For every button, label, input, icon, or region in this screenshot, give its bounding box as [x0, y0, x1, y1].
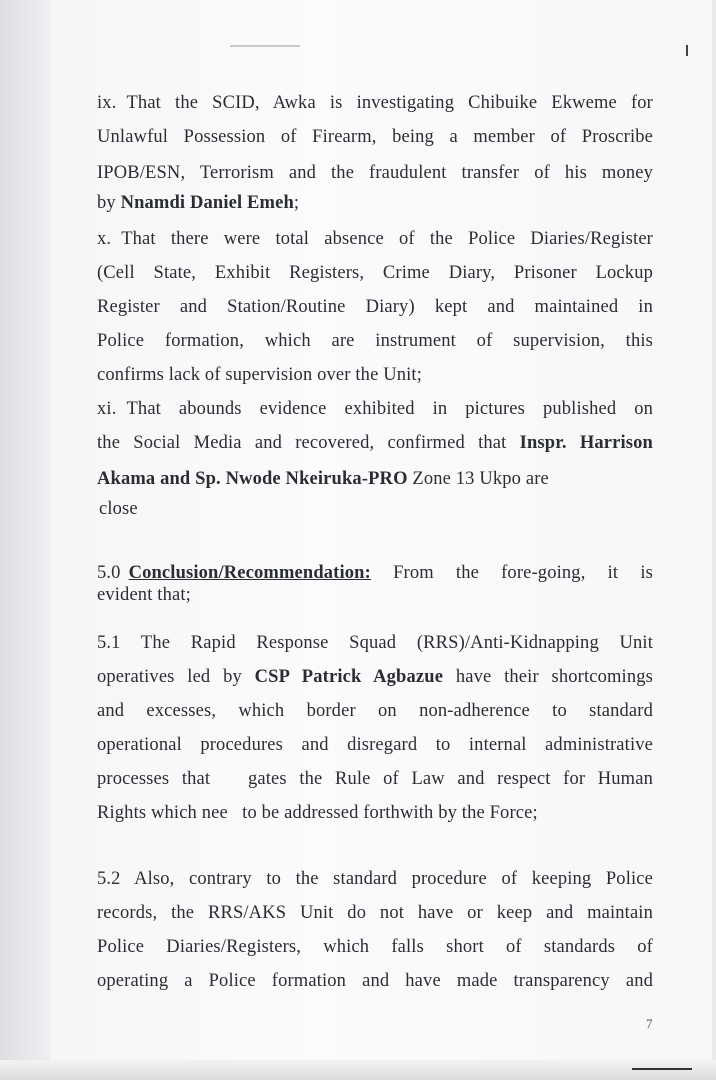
clause-x-number: x. — [97, 229, 112, 249]
clause-xi-officers-2: Akama and Sp. Nwode Nkeiruka-PRO — [97, 469, 408, 489]
section-5-0-heading: Conclusion/Recommendation: — [128, 563, 371, 583]
clause-xi-line-1 — [97, 398, 653, 420]
scan-mark — [686, 45, 688, 56]
section-5-1-line2-suffix: have their shortcomings — [443, 667, 653, 687]
section-5-2-line-4: operating a Police formation and have made transparency and — [97, 971, 653, 991]
clause-x-line-1 — [97, 228, 653, 250]
clause-x-line-4: Police formation, which are instrument of supervision, this — [97, 331, 653, 351]
section-5-2-line-1: 5.2 Also, contrary to the standard procedure of keeping Police — [97, 869, 653, 889]
section-5-0-line-2: evident that; — [97, 585, 191, 605]
section-5-1-line2-prefix: operatives led by — [97, 667, 255, 687]
clause-xi-line-2 — [97, 432, 653, 454]
section-5-0-number: 5.0 — [97, 563, 121, 583]
clause-xi-text-1: That abounds evidence exhibited in pictures published on — [126, 399, 653, 419]
clause-x-line-2: (Cell State, Exhibit Registers, Crime Diary, Prisoner Lockup — [97, 263, 653, 283]
section-5-0-line-1 — [97, 562, 653, 584]
clause-xi-number: xi. — [97, 399, 117, 419]
clause-ix-text-1: That the SCID, Awka is investigating Chibuike Ekweme for — [126, 93, 653, 113]
section-5-1-line-3: and excesses, which border on non-adherence to standard — [97, 701, 653, 721]
section-5-1-line-1: 5.1 The Rapid Response Squad (RRS)/Anti-Kidnapping Unit — [97, 633, 653, 653]
clause-ix-last-prefix: by — [97, 193, 121, 213]
clause-ix-number: ix. — [97, 93, 117, 113]
clause-x-line-5: confirms lack of supervision over the Unit; — [97, 365, 422, 385]
clause-ix-line-1 — [97, 92, 653, 114]
clause-xi-officer-1: Inspr. Harrison — [519, 433, 653, 453]
clause-xi-line-3 — [97, 468, 627, 490]
clause-x-text-1: That there were total absence of the Police Diaries/Register — [121, 229, 653, 249]
section-5-1-line-6: Rights which nee to be addressed forthwith by the Force; — [97, 803, 538, 823]
clause-ix-line-3: IPOB/ESN, Terrorism and the fraudulent transfer of his money — [97, 163, 653, 183]
clause-xi-line2-prefix: the Social Media and recovered, confirmed that — [97, 433, 520, 453]
page-number: 7 — [646, 1016, 653, 1031]
clause-ix-name: Nnamdi Daniel Emeh — [120, 193, 294, 213]
section-5-1-line-5: processes that gates the Rule of Law and respect for Human — [97, 769, 653, 789]
section-5-2-line-2: records, the RRS/AKS Unit do not have or keep and maintain — [97, 903, 653, 923]
section-5-1-line-4: operational procedures and disregard to internal administrative — [97, 735, 653, 755]
clause-ix-line-4 — [97, 192, 653, 214]
clause-xi-line-4: close — [99, 499, 138, 519]
clause-x-line-3: Register and Station/Routine Diary) kept and maintained in — [97, 297, 653, 317]
scan-bottom-edge — [0, 1060, 716, 1080]
scan-left-edge — [0, 0, 50, 1080]
section-5-0-rest: From the fore-going, it is — [370, 563, 653, 583]
scan-smudge — [230, 45, 300, 47]
clause-ix-last-suffix: ; — [293, 193, 300, 213]
section-5-1-line-2 — [97, 666, 653, 688]
scan-bottom-mark — [632, 1068, 692, 1070]
clause-ix-line-2: Unlawful Possession of Firearm, being a member of Proscribe — [97, 127, 653, 147]
section-5-1-officer: CSP Patrick Agbazue — [254, 667, 444, 687]
section-5-2-line-3: Police Diaries/Registers, which falls short of standards of — [97, 937, 653, 957]
clause-xi-line3-suffix: Zone 13 Ukpo are — [407, 469, 549, 489]
